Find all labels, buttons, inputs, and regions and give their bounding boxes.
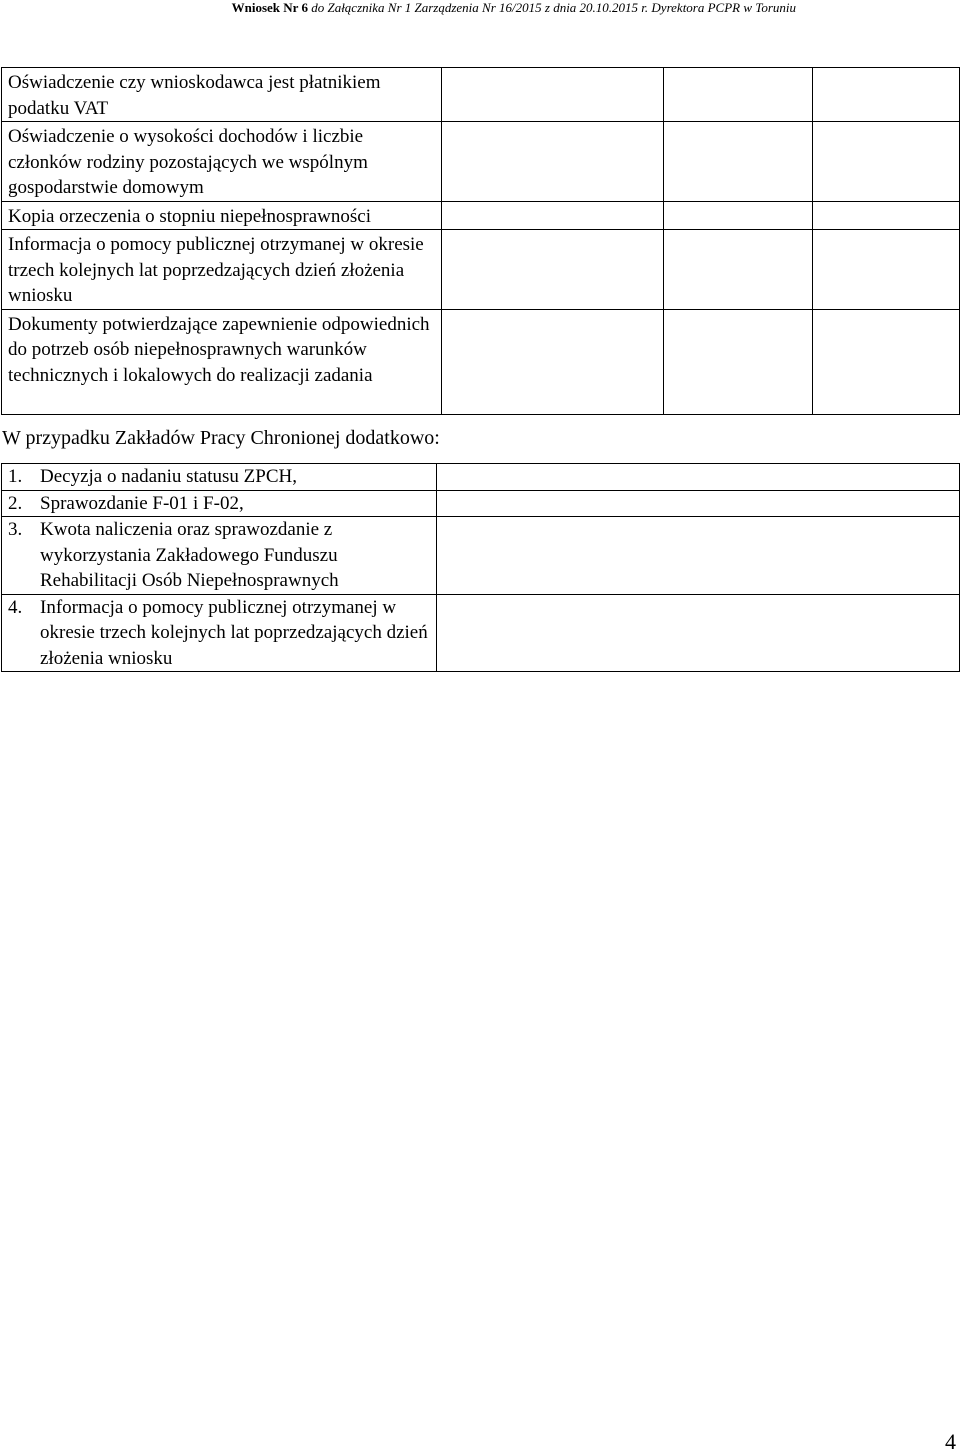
table-cell [437,464,960,491]
item-text: Kwota naliczenia oraz sprawozdanie z wykorzystania Zakładowego Funduszu Rehabilitacji Osób Niepełnosprawnych [40,519,339,591]
table-cell [437,594,960,672]
row-label: Oświadczenie o wysokości dochodów i liczbie członków rodziny pozostających we wspólnym gospodarstwie domowym [2,122,442,202]
row-label: Oświadczenie czy wnioskodawca jest płatnikiem podatku VAT [2,68,442,122]
table-cell [442,122,664,202]
table-cell [437,517,960,595]
table-row [2,490,960,517]
item-number: 3. [8,519,23,540]
item-number: 2. [8,492,23,514]
row-label [2,517,437,595]
row-label: Kopia orzeczenia o stopniu niepełnosprawności [2,201,442,230]
table-row [2,309,960,414]
item-number: 1. [8,466,23,487]
table-row [2,122,960,202]
table-cell [813,230,960,310]
table-row [2,464,960,491]
row-label: Dokumenty potwierdzające zapewnienie odpowiednich do potrzeb osób niepełnosprawnych warunków technicznych i lokalowych do realizacji zadania [2,309,442,414]
item-text: Informacja o pomocy publicznej otrzymanej w okresie trzech kolejnych lat poprzedzających dzień złożenia wniosku [40,596,428,669]
page-header [232,0,796,16]
table-cell [813,68,960,122]
row-label [2,490,437,517]
table-cell [437,490,960,517]
row-label [2,464,437,491]
table-cell [813,309,960,414]
item-text: Decyzja o nadaniu statusu ZPCH, [40,466,297,487]
table-cell [442,68,664,122]
table-cell [664,68,813,122]
table-row [2,201,960,230]
item-text: Sprawozdanie F-01 i F-02, [40,492,244,514]
table-row [2,230,960,310]
table-cell [813,201,960,230]
table-cell [664,230,813,310]
zpch-documents-table [1,463,960,672]
table-cell [664,309,813,414]
row-label: Informacja o pomocy publicznej otrzymanej w okresie trzech kolejnych lat poprzedzających dzień złożenia wniosku [2,230,442,310]
table-row [2,517,960,595]
table-cell [442,230,664,310]
header-text: do Załącznika Nr 1 Zarządzenia Nr 16/2015 z dnia 20.10.2015 r. Dyrektora PCPR w Toruniu [311,0,796,15]
page-number: 4 [945,1429,956,1454]
table-row [2,594,960,672]
documents-table [1,67,960,415]
table-row [2,68,960,122]
table-cell [664,122,813,202]
table-cell [813,122,960,202]
item-number: 4. [8,596,23,618]
table-cell [664,201,813,230]
section-title: W przypadku Zakładów Pracy Chronionej dodatkowo: [2,427,440,449]
row-label [2,594,437,672]
header-prefix: Wniosek Nr 6 [231,0,312,15]
table-cell [442,201,664,230]
table-cell [442,309,664,414]
